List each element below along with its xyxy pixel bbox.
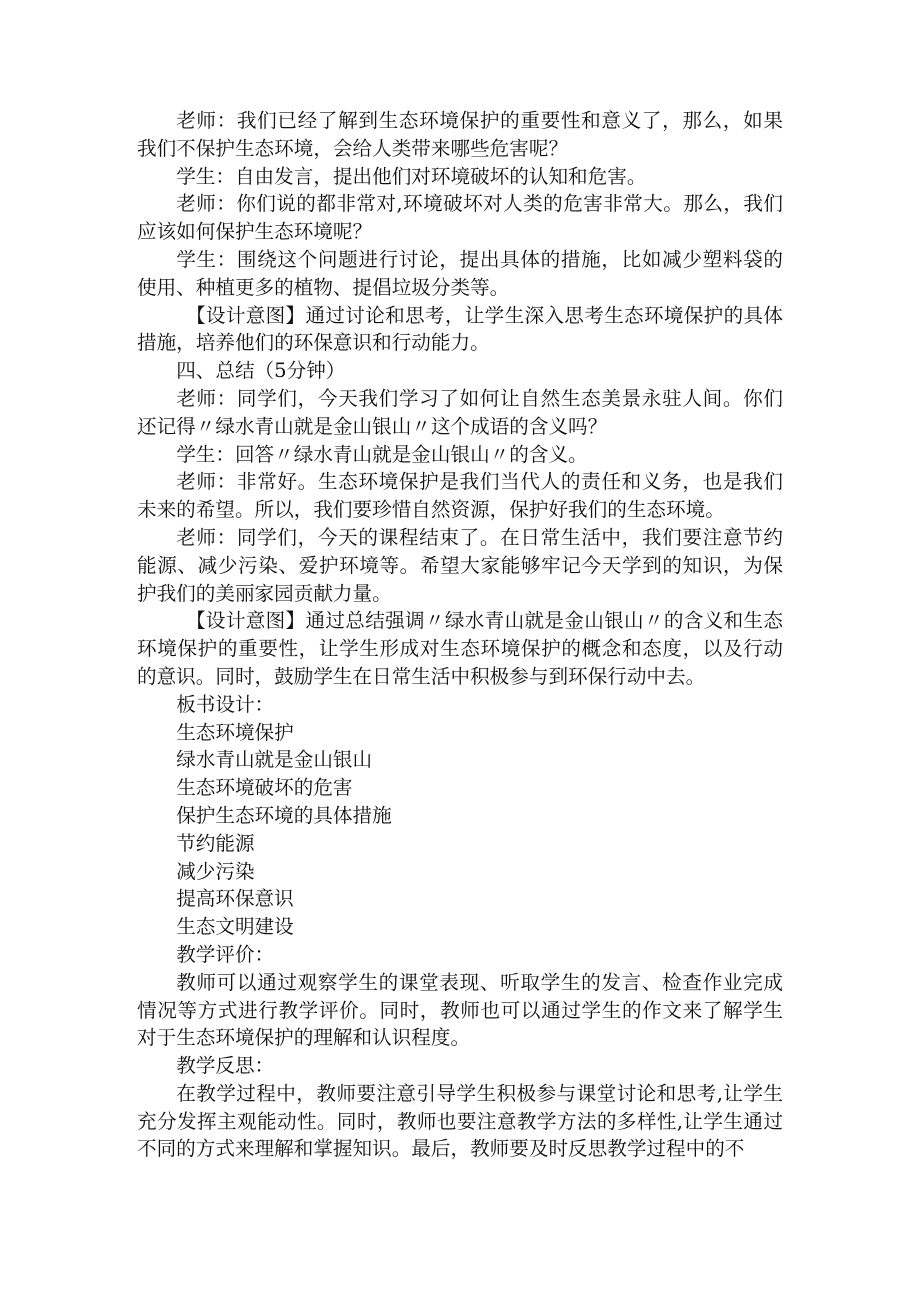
dialogue-teacher-protect-question: 老师：你们说的都非常对,环境破坏对人类的危害非常大。那么，我们应该如何保护生态环境呢？ <box>137 192 783 244</box>
board-item: 保护生态环境的具体措施 <box>176 803 392 827</box>
reflection-heading: 教学反思： <box>176 1054 275 1078</box>
section-heading-summary: 四、总结（5分钟） <box>176 359 346 383</box>
dialogue-student-discussion: 学生：围绕这个问题进行讨论，提出具体的措施，比如减少塑料袋的使用、种植更多的植物、提倡垃圾分类等。 <box>137 247 783 299</box>
document-page <box>137 107 783 1163</box>
evaluation-paragraph: 教师可以通过观察学生的课堂表现、听取学生的发言、检查作业完成情况等方式进行教学评价。同时，教师也可以通过学生的作文来了解学生对于生态环境保护的理解和认识程度。 <box>137 970 783 1050</box>
board-item: 减少污染 <box>176 859 255 883</box>
board-item: 生态文明建设 <box>176 915 294 939</box>
dialogue-teacher-closing: 老师：同学们，今天的课程结束了。在日常生活中，我们要注意节约能源、减少污染、爱护环境等。希望大家能够牢记今天学到的知识，为保护我们的美丽家园贡献力量。 <box>137 525 783 605</box>
board-item: 生态环境保护 <box>176 720 294 744</box>
design-intent-note-2: 【设计意图】通过总结强调〃绿水青山就是金山银山〃的含义和生态环境保护的重要性，让学生形成对生态环境保护的概念和态度，以及行动的意识。同时，鼓励学生在日常生活中积极参与到环保行动中去。 <box>137 609 783 688</box>
dialogue-teacher-praise: 老师：非常好。生态环境保护是我们当代人的责任和义务，也是我们未来的希望。所以，我们要珍惜自然资源，保护好我们的生态环境。 <box>137 470 783 522</box>
board-design-heading: 板书设计： <box>176 692 275 716</box>
dialogue-teacher-summary-question: 老师：同学们，今天我们学习了如何让自然生态美景永驻人间。你们还记得〃绿水青山就是金山银山〃这个成语的含义吗？ <box>137 386 783 438</box>
dialogue-student-free-speech: 学生：自由发言，提出他们对环境破坏的认知和危害。 <box>176 164 647 188</box>
board-item: 提高环保意识 <box>176 887 294 911</box>
dialogue-student-answer: 学生：回答〃绿水青山就是金山银山〃的含义。 <box>176 442 588 466</box>
reflection-paragraph: 在教学过程中，教师要注意引导学生积极参与课堂讨论和思考,让学生充分发挥主观能动性。同时，教师也要注意教学方法的多样性,让学生通过不同的方式来理解和掌握知识。最后，教师要及时反思教学过程中的不 <box>137 1081 783 1161</box>
evaluation-heading: 教学评价： <box>176 942 275 966</box>
board-item: 节约能源 <box>176 831 255 855</box>
board-item: 绿水青山就是金山银山 <box>176 748 373 772</box>
design-intent-note-1: 【设计意图】通过讨论和思考，让学生深入思考生态环境保护的具体措施，培养他们的环保意识和行动能力。 <box>137 303 783 355</box>
board-item: 生态环境破坏的危害 <box>176 776 353 800</box>
dialogue-teacher-harm-question: 老师：我们已经了解到生态环境保护的重要性和意义了，那么，如果我们不保护生态环境，会给人类带来哪些危害呢？ <box>137 109 783 160</box>
